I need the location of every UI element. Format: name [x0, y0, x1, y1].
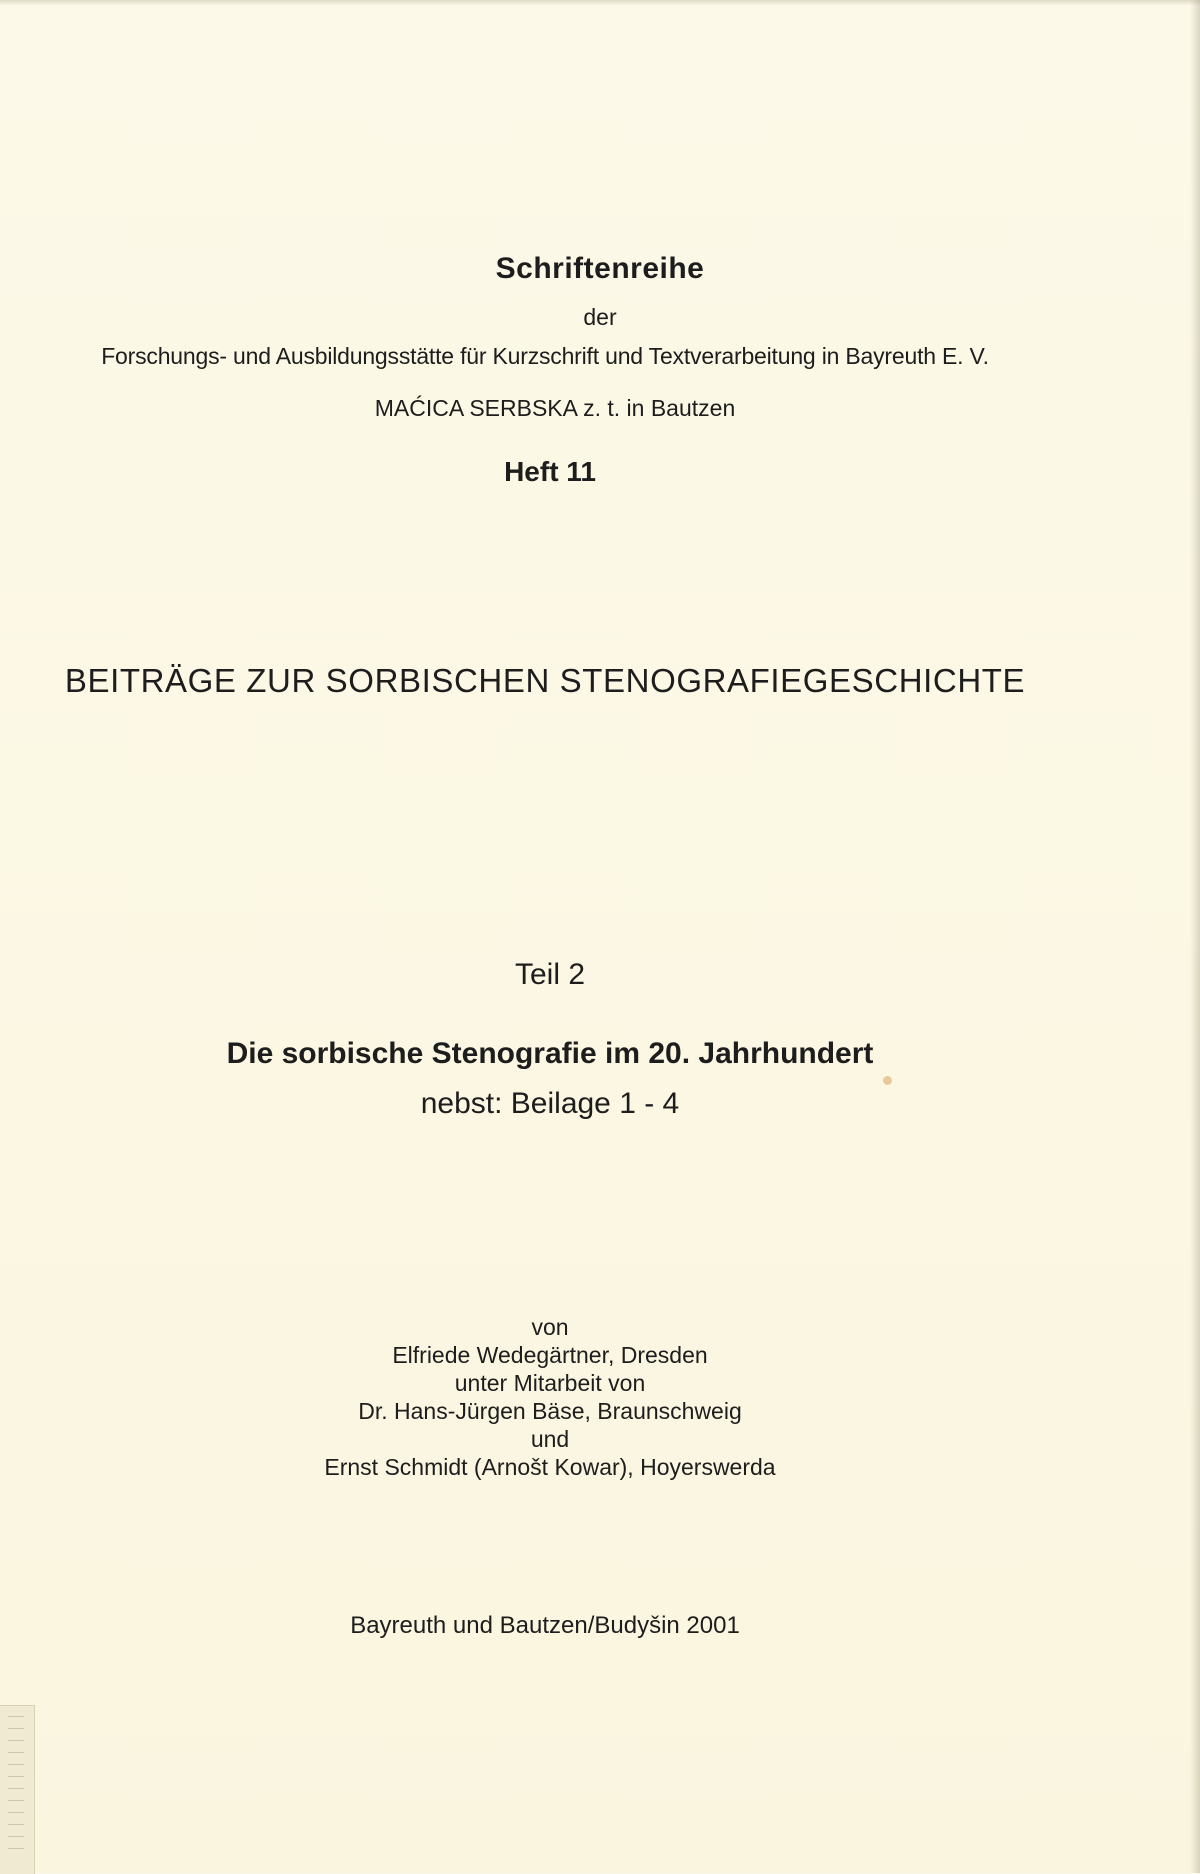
- issue-number: Heft 11: [504, 456, 596, 487]
- series-connector: der: [583, 304, 617, 330]
- institution-name: Forschungs- und Ausbildungsstätte für Kurzschrift und Textverarbeitung in Bayreuth E. V.: [101, 343, 989, 369]
- paper-speck: [883, 1076, 892, 1085]
- main-title: BEITRÄGE ZUR SORBISCHEN STENOGRAFIEGESCHICHTE: [64, 662, 1026, 699]
- page-top-edge: [0, 0, 1200, 6]
- supplement-note: nebst: Beilage 1 - 4: [420, 1087, 680, 1120]
- credit-line: und: [530, 1426, 570, 1452]
- library-label-sticker: [0, 1705, 35, 1874]
- contributor-name: Dr. Hans-Jürgen Bäse, Braunschweig: [358, 1398, 742, 1424]
- contributor-name: Ernst Schmidt (Arnošt Kowar), Hoyerswerda: [324, 1454, 776, 1480]
- series-title: Schriftenreihe: [495, 252, 705, 285]
- place-and-year: Bayreuth und Bautzen/Budyšin 2001: [350, 1612, 740, 1639]
- label-ruled-lines: [8, 1716, 24, 1856]
- credit-line: unter Mitarbeit von: [454, 1370, 646, 1396]
- credit-line: von: [531, 1314, 569, 1340]
- co-publisher: MAĆICA SERBSKA z. t. in Bautzen: [374, 395, 736, 421]
- part-label: Teil 2: [514, 958, 586, 991]
- author-name: Elfriede Wedegärtner, Dresden: [392, 1342, 708, 1368]
- subtitle: Die sorbische Stenografie im 20. Jahrhundert: [226, 1037, 874, 1070]
